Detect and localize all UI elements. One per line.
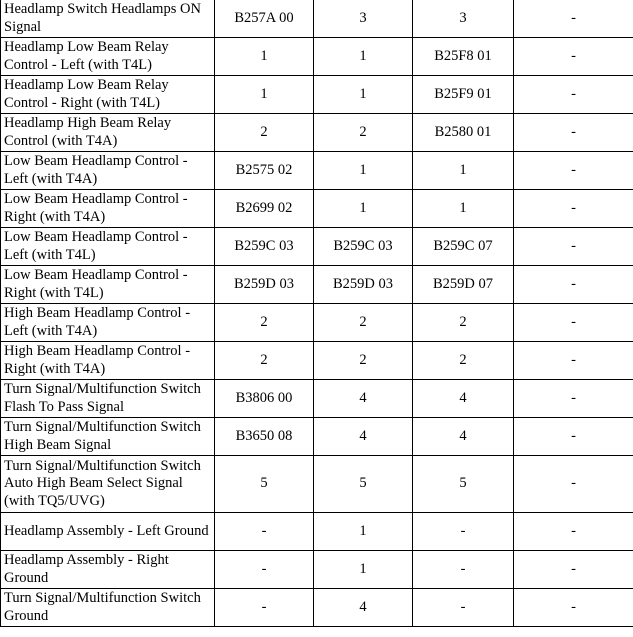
- circuit-name-cell: Headlamp Switch Headlamps ON Signal: [1, 0, 215, 38]
- table-row: [1, 76, 633, 114]
- column-3-cell: -: [413, 551, 514, 589]
- circuit-name-cell: Headlamp Low Beam Relay Control - Right (with T4L): [1, 76, 215, 114]
- column-4-cell: -: [514, 551, 633, 589]
- table-row: [1, 342, 633, 380]
- column-2-cell: 1: [314, 551, 413, 589]
- column-2-cell: 1: [314, 38, 413, 76]
- column-3-cell: 5: [413, 456, 514, 513]
- column-2-cell: B259D 03: [314, 266, 413, 304]
- column-4-cell: -: [514, 418, 633, 456]
- table-row: [1, 551, 633, 589]
- column-1-cell: 1: [215, 76, 314, 114]
- circuit-name-cell: High Beam Headlamp Control - Right (with T4A): [1, 342, 215, 380]
- column-3-cell: 4: [413, 380, 514, 418]
- circuit-name-cell: Low Beam Headlamp Control - Right (with T4L): [1, 266, 215, 304]
- column-1-cell: 2: [215, 342, 314, 380]
- column-2-cell: 5: [314, 456, 413, 513]
- column-4-cell: -: [514, 38, 633, 76]
- circuit-name-cell: Turn Signal/Multifunction Switch Ground: [1, 589, 215, 627]
- column-4-cell: -: [514, 342, 633, 380]
- column-4-cell: -: [514, 380, 633, 418]
- column-4-cell: -: [514, 513, 633, 551]
- column-4-cell: -: [514, 266, 633, 304]
- column-2-cell: 4: [314, 380, 413, 418]
- column-3-cell: B259C 07: [413, 228, 514, 266]
- column-2-cell: 2: [314, 304, 413, 342]
- circuit-name-cell: Turn Signal/Multifunction Switch Flash To Pass Signal: [1, 380, 215, 418]
- column-1-cell: 2: [215, 114, 314, 152]
- table-row: [1, 589, 633, 627]
- table-row: [1, 152, 633, 190]
- circuit-name-cell: Low Beam Headlamp Control - Left (with T4A): [1, 152, 215, 190]
- column-3-cell: 3: [413, 0, 514, 38]
- column-1-cell: 5: [215, 456, 314, 513]
- circuit-name-cell: Headlamp Low Beam Relay Control - Left (with T4L): [1, 38, 215, 76]
- table-row: [1, 114, 633, 152]
- table-row: [1, 266, 633, 304]
- column-2-cell: 2: [314, 342, 413, 380]
- column-2-cell: 1: [314, 513, 413, 551]
- column-1-cell: B257A 00: [215, 0, 314, 38]
- column-3-cell: -: [413, 513, 514, 551]
- table-row: [1, 190, 633, 228]
- column-1-cell: 2: [215, 304, 314, 342]
- column-3-cell: 1: [413, 190, 514, 228]
- column-3-cell: -: [413, 589, 514, 627]
- column-2-cell: 3: [314, 0, 413, 38]
- column-3-cell: 2: [413, 304, 514, 342]
- circuit-name-cell: Turn Signal/Multifunction Switch High Beam Signal: [1, 418, 215, 456]
- table-row: [1, 418, 633, 456]
- column-3-cell: 4: [413, 418, 514, 456]
- column-3-cell: 2: [413, 342, 514, 380]
- table-row: [1, 380, 633, 418]
- column-1-cell: -: [215, 551, 314, 589]
- column-4-cell: -: [514, 114, 633, 152]
- column-3-cell: B2580 01: [413, 114, 514, 152]
- column-4-cell: -: [514, 456, 633, 513]
- column-2-cell: 1: [314, 76, 413, 114]
- circuit-name-cell: High Beam Headlamp Control - Left (with T4A): [1, 304, 215, 342]
- column-4-cell: -: [514, 0, 633, 38]
- column-2-cell: 2: [314, 114, 413, 152]
- column-3-cell: 1: [413, 152, 514, 190]
- column-1-cell: B259C 03: [215, 228, 314, 266]
- column-3-cell: B25F9 01: [413, 76, 514, 114]
- table-row: [1, 513, 633, 551]
- column-1-cell: -: [215, 513, 314, 551]
- column-1-cell: B3806 00: [215, 380, 314, 418]
- column-4-cell: -: [514, 152, 633, 190]
- table-row: [1, 304, 633, 342]
- column-4-cell: -: [514, 76, 633, 114]
- circuit-name-cell: Low Beam Headlamp Control - Right (with T4A): [1, 190, 215, 228]
- column-2-cell: 4: [314, 418, 413, 456]
- table-row: [1, 228, 633, 266]
- column-1-cell: B3650 08: [215, 418, 314, 456]
- column-4-cell: -: [514, 190, 633, 228]
- column-4-cell: -: [514, 589, 633, 627]
- column-4-cell: -: [514, 304, 633, 342]
- column-3-cell: B25F8 01: [413, 38, 514, 76]
- column-2-cell: 1: [314, 190, 413, 228]
- circuit-name-cell: Headlamp High Beam Relay Control (with T4A): [1, 114, 215, 152]
- column-3-cell: B259D 07: [413, 266, 514, 304]
- table-row: [1, 456, 633, 513]
- column-2-cell: 4: [314, 589, 413, 627]
- column-1-cell: -: [215, 589, 314, 627]
- column-1-cell: B2699 02: [215, 190, 314, 228]
- column-1-cell: B2575 02: [215, 152, 314, 190]
- circuit-table-body: [1, 0, 633, 627]
- table-row: [1, 38, 633, 76]
- circuit-name-cell: Headlamp Assembly - Right Ground: [1, 551, 215, 589]
- column-4-cell: -: [514, 228, 633, 266]
- column-1-cell: 1: [215, 38, 314, 76]
- circuit-name-cell: Headlamp Assembly - Left Ground: [1, 513, 215, 551]
- column-2-cell: B259C 03: [314, 228, 413, 266]
- circuit-name-cell: Turn Signal/Multifunction Switch Auto High Beam Select Signal (with TQ5/UVG): [1, 456, 215, 513]
- table-row: [1, 0, 633, 38]
- column-1-cell: B259D 03: [215, 266, 314, 304]
- circuit-name-cell: Low Beam Headlamp Control - Left (with T4L): [1, 228, 215, 266]
- column-2-cell: 1: [314, 152, 413, 190]
